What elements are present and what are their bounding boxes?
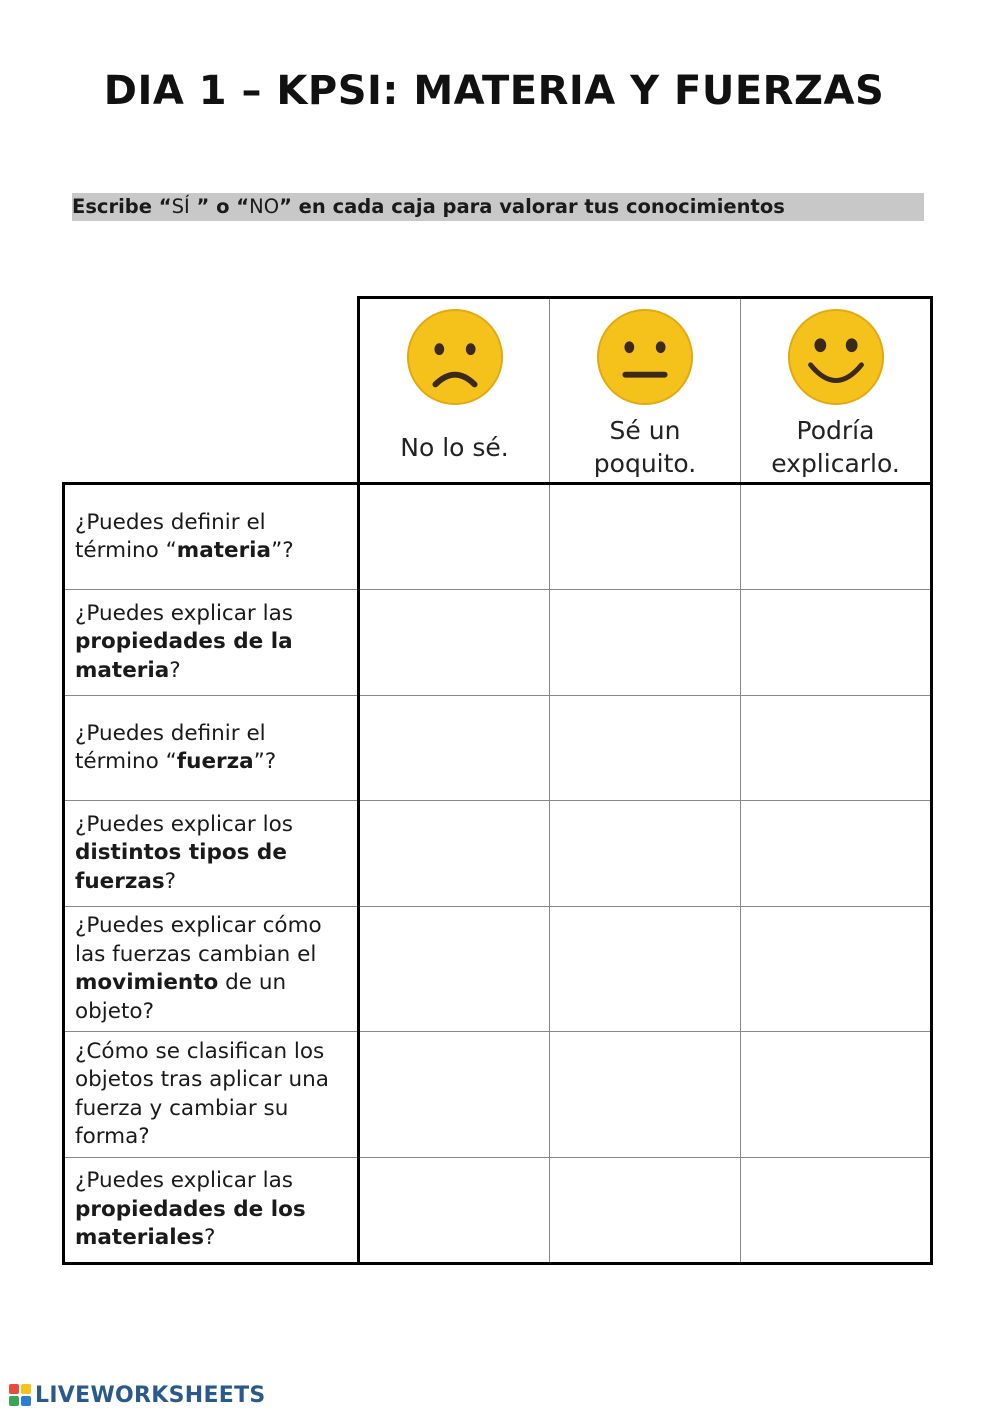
question-keyword: propiedades de la materia [75, 629, 293, 683]
answer-box-no-lo-se[interactable] [359, 1032, 550, 1158]
column-label-podria-explicarlo: Podría explicarlo. [771, 416, 900, 478]
answer-box-se-un-poquito[interactable] [550, 907, 741, 1032]
happy-face-icon [787, 308, 885, 406]
instructions-part2: ” o “ [189, 195, 250, 218]
answer-box-se-un-poquito[interactable] [550, 1032, 741, 1158]
question-text: ¿Puedes explicar las [75, 600, 293, 626]
header-empty-cell [64, 298, 359, 484]
question-text-end: ? [169, 657, 181, 683]
question-row [64, 1032, 932, 1158]
question-text-end: ”? [253, 749, 277, 774]
question-keyword: fuerza [176, 749, 254, 774]
question-keyword: materia [176, 538, 272, 563]
answer-box-podria-explicarlo[interactable] [741, 484, 932, 590]
instructions-part1: Escribe “ [72, 195, 172, 218]
answer-box-podria-explicarlo[interactable] [741, 801, 932, 907]
footer [8, 1382, 266, 1408]
question-text-end: ? [204, 1225, 216, 1251]
answer-box-no-lo-se[interactable] [359, 696, 550, 801]
question-text-end: ”? [271, 538, 294, 563]
page-title: DIA 1 – KPSI: MATERIA Y FUERZAS [103, 68, 885, 114]
question-cell [64, 696, 359, 801]
question-cell [64, 484, 359, 590]
question-cell [64, 1032, 359, 1158]
question-cell [64, 801, 359, 907]
question-cell [64, 1158, 359, 1264]
question-text-end: ? [164, 868, 177, 894]
answer-box-se-un-poquito[interactable] [550, 1158, 741, 1264]
instructions-no: NO [249, 195, 280, 218]
question-cell [64, 907, 359, 1032]
column-label-no-lo-se: No lo sé. [400, 433, 509, 462]
answer-box-no-lo-se[interactable] [359, 484, 550, 590]
column-header-no-lo-se [359, 298, 550, 484]
instructions-part3: ” en cada caja para valorar tus conocimientos [279, 195, 785, 218]
answer-box-podria-explicarlo[interactable] [741, 1158, 932, 1264]
answer-box-no-lo-se[interactable] [359, 907, 550, 1032]
question-keyword: propiedades de los materiales [75, 1196, 306, 1251]
question-row [64, 1158, 932, 1264]
answer-box-se-un-poquito[interactable] [550, 696, 741, 801]
header-row [64, 298, 932, 484]
answer-box-podria-explicarlo[interactable] [741, 907, 932, 1032]
column-label-se-un-poquito: Sé un poquito. [593, 416, 697, 478]
question-row [64, 696, 932, 801]
answer-box-podria-explicarlo[interactable] [741, 696, 932, 801]
answer-box-no-lo-se[interactable] [359, 1158, 550, 1264]
question-text-end: de un objeto? [75, 970, 287, 1024]
question-text: ¿Cómo se clasifican los objetos tras aplicar una fuerza y cambiar su forma? [75, 1038, 329, 1149]
question-text: ¿Puedes definir el término “ [75, 720, 266, 774]
answer-box-podria-explicarlo[interactable] [741, 590, 932, 696]
question-row [64, 484, 932, 590]
sad-face-icon [406, 308, 504, 406]
question-text: ¿Puedes definir el término “ [75, 509, 266, 563]
question-row [64, 590, 932, 696]
question-text: ¿Puedes explicar los [75, 811, 293, 837]
instructions [72, 193, 924, 221]
question-text: ¿Puedes explicar cómo las fuerzas cambian el [75, 913, 322, 967]
answer-box-se-un-poquito[interactable] [550, 484, 741, 590]
column-header-se-un-poquito [550, 298, 741, 484]
answer-box-no-lo-se[interactable] [359, 590, 550, 696]
answer-box-se-un-poquito[interactable] [550, 590, 741, 696]
neutral-face-icon [596, 308, 694, 406]
instructions-si: SÍ [171, 195, 190, 218]
footer-brand: LIVEWORKSHEETS [35, 1382, 266, 1408]
liveworksheets-logo-icon [8, 1383, 32, 1407]
question-keyword: distintos tipos de fuerzas [75, 840, 287, 894]
answer-box-se-un-poquito[interactable] [550, 801, 741, 907]
answer-box-podria-explicarlo[interactable] [741, 1032, 932, 1158]
question-cell [64, 590, 359, 696]
kpsi-table [62, 296, 933, 1265]
question-text: ¿Puedes explicar las [75, 1168, 293, 1194]
question-keyword: movimiento [75, 970, 219, 995]
answer-box-no-lo-se[interactable] [359, 801, 550, 907]
question-row [64, 907, 932, 1032]
column-header-podria-explicarlo [741, 298, 932, 484]
question-row [64, 801, 932, 907]
